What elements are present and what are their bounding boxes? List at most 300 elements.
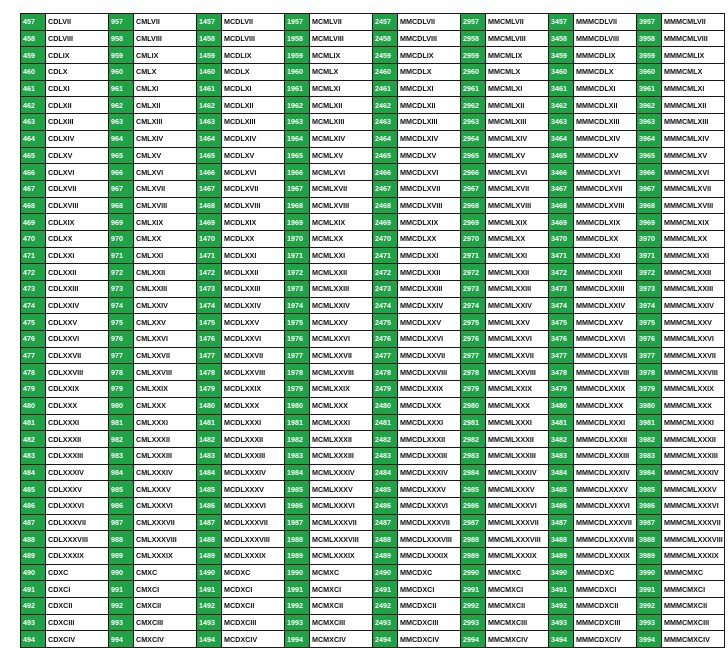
table-row bbox=[21, 581, 725, 598]
number-cell: 2984 bbox=[461, 464, 486, 481]
roman-numeral-cell: MMMCMLXXXI bbox=[662, 414, 725, 431]
number-cell: 2989 bbox=[461, 548, 486, 565]
roman-numeral-cell: MMCMLVII bbox=[486, 14, 549, 31]
table-row bbox=[21, 431, 725, 448]
number-cell: 3479 bbox=[549, 381, 574, 398]
roman-numeral-cell: MMMCDLVII bbox=[574, 14, 637, 31]
number-cell: 1460 bbox=[197, 64, 222, 81]
number-cell: 960 bbox=[109, 64, 134, 81]
roman-numeral-cell: MCDLVIII bbox=[222, 30, 285, 47]
table-row bbox=[21, 214, 725, 231]
roman-numeral-cell: MMCDLXXIX bbox=[398, 381, 461, 398]
number-cell: 1990 bbox=[285, 564, 310, 581]
number-cell: 1958 bbox=[285, 30, 310, 47]
roman-numeral-cell: MMMCMLXXXVI bbox=[662, 497, 725, 514]
number-cell: 3482 bbox=[549, 431, 574, 448]
number-cell: 459 bbox=[21, 47, 46, 64]
roman-numeral-cell: MMCMLXXI bbox=[486, 247, 549, 264]
number-cell: 1474 bbox=[197, 297, 222, 314]
table-row bbox=[21, 481, 725, 498]
number-cell: 2470 bbox=[373, 230, 398, 247]
number-cell: 1978 bbox=[285, 364, 310, 381]
number-cell: 2487 bbox=[373, 514, 398, 531]
roman-numeral-cell: CDXCII bbox=[46, 598, 109, 615]
roman-numeral-cell: MMCMLXXXIV bbox=[486, 464, 549, 481]
roman-numeral-cell: CDXCI bbox=[46, 581, 109, 598]
table-row bbox=[21, 331, 725, 348]
roman-numeral-cell: MMCMLXIII bbox=[486, 114, 549, 131]
roman-numeral-cell: MMMCMLXXXIII bbox=[662, 447, 725, 464]
roman-numeral-cell: MMMCDLXXXVI bbox=[574, 497, 637, 514]
roman-numeral-cell: MMCMLXXIV bbox=[486, 297, 549, 314]
number-cell: 2992 bbox=[461, 598, 486, 615]
table-row bbox=[21, 548, 725, 565]
roman-numeral-cell: MMMCMLXI bbox=[662, 80, 725, 97]
number-cell: 473 bbox=[21, 281, 46, 298]
roman-numeral-cell: CMLXXII bbox=[134, 264, 197, 281]
number-cell: 3977 bbox=[637, 347, 662, 364]
roman-numeral-cell: CMLXXVI bbox=[134, 331, 197, 348]
roman-numeral-cell: MMCDLXXXI bbox=[398, 414, 461, 431]
roman-numeral-cell: MCDLXI bbox=[222, 80, 285, 97]
roman-numeral-cell: CDLXXXVI bbox=[46, 497, 109, 514]
number-cell: 1986 bbox=[285, 497, 310, 514]
roman-numeral-cell: MMCDLXV bbox=[398, 147, 461, 164]
number-cell: 1974 bbox=[285, 297, 310, 314]
roman-numeral-cell: CDLXXIX bbox=[46, 381, 109, 398]
roman-numeral-cell: MMCDLXXI bbox=[398, 247, 461, 264]
number-cell: 2982 bbox=[461, 431, 486, 448]
number-cell: 2976 bbox=[461, 331, 486, 348]
number-cell: 3971 bbox=[637, 247, 662, 264]
number-cell: 3463 bbox=[549, 114, 574, 131]
roman-numeral-cell: MMMCDLXXXIII bbox=[574, 447, 637, 464]
roman-numeral-cell: MMCMLXXVII bbox=[486, 347, 549, 364]
roman-numeral-cell: MMCDXCI bbox=[398, 581, 461, 598]
roman-numeral-cell: CMXC bbox=[134, 564, 197, 581]
number-cell: 462 bbox=[21, 97, 46, 114]
number-cell: 1976 bbox=[285, 331, 310, 348]
number-cell: 3460 bbox=[549, 64, 574, 81]
roman-numeral-cell: CMLXXX bbox=[134, 397, 197, 414]
number-cell: 3994 bbox=[637, 631, 662, 648]
number-cell: 2985 bbox=[461, 481, 486, 498]
roman-numeral-cell: MMMCDLXXXV bbox=[574, 481, 637, 498]
roman-numeral-cell: CMLVII bbox=[134, 14, 197, 31]
number-cell: 3469 bbox=[549, 214, 574, 231]
number-cell: 3477 bbox=[549, 347, 574, 364]
roman-numeral-cell: MCMLXXVI bbox=[310, 331, 373, 348]
roman-numeral-cell: MMCMLXXV bbox=[486, 314, 549, 331]
number-cell: 466 bbox=[21, 164, 46, 181]
roman-numeral-cell: MMMCDLXIII bbox=[574, 114, 637, 131]
number-cell: 1987 bbox=[285, 514, 310, 531]
roman-numeral-cell: MMCDLXVI bbox=[398, 164, 461, 181]
roman-numeral-cell: MMCDLXXXV bbox=[398, 481, 461, 498]
roman-numeral-cell: MMMCDLIX bbox=[574, 47, 637, 64]
roman-numeral-cell: MMMCMLX bbox=[662, 64, 725, 81]
roman-numeral-cell: MMCDLXI bbox=[398, 80, 461, 97]
roman-numeral-cell: MMCDLXXVII bbox=[398, 347, 461, 364]
number-cell: 2973 bbox=[461, 281, 486, 298]
number-cell: 3987 bbox=[637, 514, 662, 531]
table-row bbox=[21, 447, 725, 464]
number-cell: 1461 bbox=[197, 80, 222, 97]
table-row bbox=[21, 14, 725, 31]
number-cell: 2977 bbox=[461, 347, 486, 364]
roman-numeral-cell: MMMCMLXX bbox=[662, 230, 725, 247]
number-cell: 483 bbox=[21, 447, 46, 464]
roman-numeral-cell: CDLXXIV bbox=[46, 297, 109, 314]
table-row bbox=[21, 230, 725, 247]
number-cell: 3488 bbox=[549, 531, 574, 548]
number-cell: 2968 bbox=[461, 197, 486, 214]
table-row bbox=[21, 264, 725, 281]
number-cell: 2988 bbox=[461, 531, 486, 548]
roman-numeral-cell: MMCMXCI bbox=[486, 581, 549, 598]
number-cell: 3490 bbox=[549, 564, 574, 581]
roman-numeral-cell: MMMCDLXXX bbox=[574, 397, 637, 414]
number-cell: 2465 bbox=[373, 147, 398, 164]
roman-numeral-cell: MCDLXXIV bbox=[222, 297, 285, 314]
number-cell: 3487 bbox=[549, 514, 574, 531]
roman-numeral-cell: MMMCDLXIX bbox=[574, 214, 637, 231]
roman-numeral-cell: MCDLXVI bbox=[222, 164, 285, 181]
number-cell: 1973 bbox=[285, 281, 310, 298]
roman-numeral-cell: MMCMXCIII bbox=[486, 614, 549, 631]
number-cell: 3465 bbox=[549, 147, 574, 164]
number-cell: 1475 bbox=[197, 314, 222, 331]
number-cell: 3492 bbox=[549, 598, 574, 615]
number-cell: 3985 bbox=[637, 481, 662, 498]
number-cell: 2987 bbox=[461, 514, 486, 531]
number-cell: 2467 bbox=[373, 180, 398, 197]
roman-numeral-cell: CDLXV bbox=[46, 147, 109, 164]
number-cell: 1469 bbox=[197, 214, 222, 231]
roman-numeral-cell: MMMCDXC bbox=[574, 564, 637, 581]
number-cell: 478 bbox=[21, 364, 46, 381]
number-cell: 985 bbox=[109, 481, 134, 498]
number-cell: 2959 bbox=[461, 47, 486, 64]
roman-numeral-cell: MMMCMLXXXIV bbox=[662, 464, 725, 481]
roman-numeral-cell: CDLXIII bbox=[46, 114, 109, 131]
roman-numeral-cell: MCMLXXIII bbox=[310, 281, 373, 298]
number-cell: 2970 bbox=[461, 230, 486, 247]
roman-numeral-cell: MMMCMLXVI bbox=[662, 164, 725, 181]
roman-numeral-cell: MMCDLXXXVIII bbox=[398, 531, 461, 548]
number-cell: 977 bbox=[109, 347, 134, 364]
roman-numeral-cell: MCDLXX bbox=[222, 230, 285, 247]
number-cell: 987 bbox=[109, 514, 134, 531]
roman-numeral-cell: MMMCMLXXXVIII bbox=[662, 531, 725, 548]
roman-numeral-cell: CMLXXXII bbox=[134, 431, 197, 448]
roman-numeral-cell: MCMLIX bbox=[310, 47, 373, 64]
roman-numeral-cell: CMLXII bbox=[134, 97, 197, 114]
roman-numeral-cell: MMMCDLXXXIX bbox=[574, 548, 637, 565]
roman-numeral-cell: MMCDLXIII bbox=[398, 114, 461, 131]
number-cell: 1981 bbox=[285, 414, 310, 431]
roman-numeral-cell: MCMLXXXI bbox=[310, 414, 373, 431]
roman-numeral-cell: MMCDLXXXII bbox=[398, 431, 461, 448]
roman-numeral-cell: CMLXXXVIII bbox=[134, 531, 197, 548]
roman-numeral-cell: CDLXXV bbox=[46, 314, 109, 331]
roman-numeral-cell: MMCDLXII bbox=[398, 97, 461, 114]
number-cell: 1472 bbox=[197, 264, 222, 281]
roman-numeral-cell: MMMCDLX bbox=[574, 64, 637, 81]
number-cell: 972 bbox=[109, 264, 134, 281]
roman-numeral-cell: MMMCMLXIV bbox=[662, 130, 725, 147]
number-cell: 3975 bbox=[637, 314, 662, 331]
roman-numeral-cell: MCDLXXVI bbox=[222, 331, 285, 348]
roman-numeral-cell: MCDLXXVIII bbox=[222, 364, 285, 381]
number-cell: 3988 bbox=[637, 531, 662, 548]
roman-numeral-cell: MMMCMXCI bbox=[662, 581, 725, 598]
number-cell: 2462 bbox=[373, 97, 398, 114]
roman-numeral-cell: MCMLXXXIV bbox=[310, 464, 373, 481]
number-cell: 1476 bbox=[197, 331, 222, 348]
number-cell: 2491 bbox=[373, 581, 398, 598]
number-cell: 2493 bbox=[373, 614, 398, 631]
number-cell: 3471 bbox=[549, 247, 574, 264]
roman-numeral-cell: MMMCDLXXIII bbox=[574, 281, 637, 298]
number-cell: 3461 bbox=[549, 80, 574, 97]
roman-numeral-cell: MMCDLVII bbox=[398, 14, 461, 31]
roman-numeral-cell: MMCMLXI bbox=[486, 80, 549, 97]
number-cell: 1975 bbox=[285, 314, 310, 331]
number-cell: 991 bbox=[109, 581, 134, 598]
number-cell: 2967 bbox=[461, 180, 486, 197]
number-cell: 485 bbox=[21, 481, 46, 498]
roman-numeral-cell: MMMCMLXVII bbox=[662, 180, 725, 197]
number-cell: 492 bbox=[21, 598, 46, 615]
number-cell: 3981 bbox=[637, 414, 662, 431]
roman-numeral-cell: CDLXXIII bbox=[46, 281, 109, 298]
number-cell: 1458 bbox=[197, 30, 222, 47]
roman-numeral-cell: MCMLVIII bbox=[310, 30, 373, 47]
number-cell: 3972 bbox=[637, 264, 662, 281]
roman-numeral-cell: MMCDLXVII bbox=[398, 180, 461, 197]
number-cell: 457 bbox=[21, 14, 46, 31]
number-cell: 2486 bbox=[373, 497, 398, 514]
roman-numeral-cell: MMCDLXIV bbox=[398, 130, 461, 147]
roman-numeral-cell: MMCDLXXXIII bbox=[398, 447, 461, 464]
number-cell: 3983 bbox=[637, 447, 662, 464]
number-cell: 488 bbox=[21, 531, 46, 548]
number-cell: 2480 bbox=[373, 397, 398, 414]
roman-numeral-cell: MCMLXXXVI bbox=[310, 497, 373, 514]
roman-numeral-cell: MMCMLIX bbox=[486, 47, 549, 64]
roman-numeral-cell: MCDLXXIX bbox=[222, 381, 285, 398]
number-cell: 1490 bbox=[197, 564, 222, 581]
number-cell: 2476 bbox=[373, 331, 398, 348]
number-cell: 978 bbox=[109, 364, 134, 381]
number-cell: 481 bbox=[21, 414, 46, 431]
roman-numeral-cell: CDLX bbox=[46, 64, 109, 81]
number-cell: 493 bbox=[21, 614, 46, 631]
number-cell: 1994 bbox=[285, 631, 310, 648]
roman-numeral-cell: MMCMXCII bbox=[486, 598, 549, 615]
roman-numeral-cell: MMMCMLXXII bbox=[662, 264, 725, 281]
number-cell: 1487 bbox=[197, 514, 222, 531]
roman-numeral-cell: MMMCMLXXXVII bbox=[662, 514, 725, 531]
roman-numeral-cell: MMMCDLXVIII bbox=[574, 197, 637, 214]
roman-numeral-cell: CDLXXXVII bbox=[46, 514, 109, 531]
roman-numeral-cell: MMMCMXCII bbox=[662, 598, 725, 615]
roman-numeral-cell: MMCMLVIII bbox=[486, 30, 549, 47]
number-cell: 1980 bbox=[285, 397, 310, 414]
table-row bbox=[21, 47, 725, 64]
number-cell: 1466 bbox=[197, 164, 222, 181]
roman-numeral-cell: MMCDLXX bbox=[398, 230, 461, 247]
number-cell: 1478 bbox=[197, 364, 222, 381]
roman-numeral-cell: CMLXXVIII bbox=[134, 364, 197, 381]
roman-numeral-cell: MCDXCIII bbox=[222, 614, 285, 631]
number-cell: 966 bbox=[109, 164, 134, 181]
number-cell: 467 bbox=[21, 180, 46, 197]
roman-numeral-cell: MMCDLXXVIII bbox=[398, 364, 461, 381]
number-cell: 3991 bbox=[637, 581, 662, 598]
number-cell: 1991 bbox=[285, 581, 310, 598]
number-cell: 3974 bbox=[637, 297, 662, 314]
roman-numeral-cell: MMCMLXXXVII bbox=[486, 514, 549, 531]
number-cell: 979 bbox=[109, 381, 134, 398]
number-cell: 1462 bbox=[197, 97, 222, 114]
table-row bbox=[21, 364, 725, 381]
roman-numeral-cell: MMMCMLXXXII bbox=[662, 431, 725, 448]
number-cell: 3473 bbox=[549, 281, 574, 298]
roman-numeral-cell: CDXC bbox=[46, 564, 109, 581]
roman-numeral-cell: MCMLXXXIX bbox=[310, 548, 373, 565]
table-row bbox=[21, 497, 725, 514]
roman-numeral-cell: MCDLXXXIV bbox=[222, 464, 285, 481]
roman-numeral-cell: CDLXX bbox=[46, 230, 109, 247]
number-cell: 474 bbox=[21, 297, 46, 314]
roman-numeral-cell: MCDLXIX bbox=[222, 214, 285, 231]
roman-numeral-cell: MMCDXCIII bbox=[398, 614, 461, 631]
roman-numeral-cell: MCMLXIX bbox=[310, 214, 373, 231]
number-cell: 472 bbox=[21, 264, 46, 281]
roman-numeral-cell: MMCDXCII bbox=[398, 598, 461, 615]
number-cell: 2458 bbox=[373, 30, 398, 47]
number-cell: 1979 bbox=[285, 381, 310, 398]
number-cell: 969 bbox=[109, 214, 134, 231]
roman-numeral-cell: MMMCDXCI bbox=[574, 581, 637, 598]
roman-numeral-cell: CMLXVI bbox=[134, 164, 197, 181]
number-cell: 2478 bbox=[373, 364, 398, 381]
table-row bbox=[21, 464, 725, 481]
table-row bbox=[21, 164, 725, 181]
roman-numeral-cell: CDXCIV bbox=[46, 631, 109, 648]
roman-numeral-cell: MCDLXV bbox=[222, 147, 285, 164]
table-row bbox=[21, 564, 725, 581]
number-cell: 3989 bbox=[637, 548, 662, 565]
roman-numeral-cell: MMCDXC bbox=[398, 564, 461, 581]
roman-numeral-cell: CDLXXX bbox=[46, 397, 109, 414]
roman-numeral-cell: MCMLXXXIII bbox=[310, 447, 373, 464]
table-row bbox=[21, 531, 725, 548]
roman-numeral-cell: MMCMXCIV bbox=[486, 631, 549, 648]
number-cell: 2490 bbox=[373, 564, 398, 581]
table-row bbox=[21, 147, 725, 164]
roman-numeral-cell: MMCDLXXV bbox=[398, 314, 461, 331]
roman-numeral-cell: MMCMLXXX bbox=[486, 397, 549, 414]
roman-numeral-cell: CMLXV bbox=[134, 147, 197, 164]
number-cell: 3965 bbox=[637, 147, 662, 164]
number-cell: 3986 bbox=[637, 497, 662, 514]
roman-numeral-cell: MCMLXXXII bbox=[310, 431, 373, 448]
roman-numeral-cell: CDLXVII bbox=[46, 180, 109, 197]
number-cell: 1471 bbox=[197, 247, 222, 264]
roman-numeral-cell: MCMXCIII bbox=[310, 614, 373, 631]
roman-numeral-cell: MCDLXVII bbox=[222, 180, 285, 197]
roman-numeral-cell: CMLXXXV bbox=[134, 481, 197, 498]
roman-numeral-cell: MCDLXXV bbox=[222, 314, 285, 331]
table-row bbox=[21, 347, 725, 364]
roman-numeral-cell: MMMCMLXXIV bbox=[662, 297, 725, 314]
roman-numeral-cell: CDLXXI bbox=[46, 247, 109, 264]
roman-numeral-cell: MCMLXX bbox=[310, 230, 373, 247]
number-cell: 2485 bbox=[373, 481, 398, 498]
number-cell: 958 bbox=[109, 30, 134, 47]
roman-numeral-cell: MCDLXXXII bbox=[222, 431, 285, 448]
roman-numeral-cell: MMMCMXCIII bbox=[662, 614, 725, 631]
number-cell: 1967 bbox=[285, 180, 310, 197]
number-cell: 487 bbox=[21, 514, 46, 531]
number-cell: 3484 bbox=[549, 464, 574, 481]
number-cell: 3468 bbox=[549, 197, 574, 214]
number-cell: 992 bbox=[109, 598, 134, 615]
number-cell: 984 bbox=[109, 464, 134, 481]
number-cell: 2958 bbox=[461, 30, 486, 47]
table-row bbox=[21, 414, 725, 431]
roman-numeral-cell: MCMLXXXV bbox=[310, 481, 373, 498]
number-cell: 1968 bbox=[285, 197, 310, 214]
number-cell: 1481 bbox=[197, 414, 222, 431]
number-cell: 2463 bbox=[373, 114, 398, 131]
number-cell: 3960 bbox=[637, 64, 662, 81]
roman-numeral-cell: MMMCMLXVIII bbox=[662, 197, 725, 214]
roman-numeral-cell: MCDLXXXVIII bbox=[222, 531, 285, 548]
roman-numeral-cell: MMMCDLXXVIII bbox=[574, 364, 637, 381]
number-cell: 1957 bbox=[285, 14, 310, 31]
roman-numeral-cell: MMMCMXC bbox=[662, 564, 725, 581]
number-cell: 2957 bbox=[461, 14, 486, 31]
roman-numeral-cell: MMCDLX bbox=[398, 64, 461, 81]
number-cell: 3494 bbox=[549, 631, 574, 648]
number-cell: 2964 bbox=[461, 130, 486, 147]
roman-numeral-cell: MCMLXV bbox=[310, 147, 373, 164]
roman-numeral-cell: MMCMLXII bbox=[486, 97, 549, 114]
number-cell: 1486 bbox=[197, 497, 222, 514]
roman-numeral-cell: MMMCDLXXXIV bbox=[574, 464, 637, 481]
roman-numeral-cell: CDLXXXIII bbox=[46, 447, 109, 464]
roman-numeral-cell: MCMLXIII bbox=[310, 114, 373, 131]
roman-numeral-cell: MMMCMLXXXIX bbox=[662, 548, 725, 565]
roman-numeral-cell: CMLXIII bbox=[134, 114, 197, 131]
number-cell: 981 bbox=[109, 414, 134, 431]
number-cell: 494 bbox=[21, 631, 46, 648]
roman-numeral-cell: MMMCMLIX bbox=[662, 47, 725, 64]
number-cell: 1477 bbox=[197, 347, 222, 364]
number-cell: 1485 bbox=[197, 481, 222, 498]
roman-numeral-cell: MCMLXI bbox=[310, 80, 373, 97]
roman-numeral-cell: MMCMLXXIII bbox=[486, 281, 549, 298]
number-cell: 490 bbox=[21, 564, 46, 581]
number-cell: 3475 bbox=[549, 314, 574, 331]
number-cell: 2484 bbox=[373, 464, 398, 481]
roman-numeral-cell: MMCDLIX bbox=[398, 47, 461, 64]
table-row bbox=[21, 281, 725, 298]
